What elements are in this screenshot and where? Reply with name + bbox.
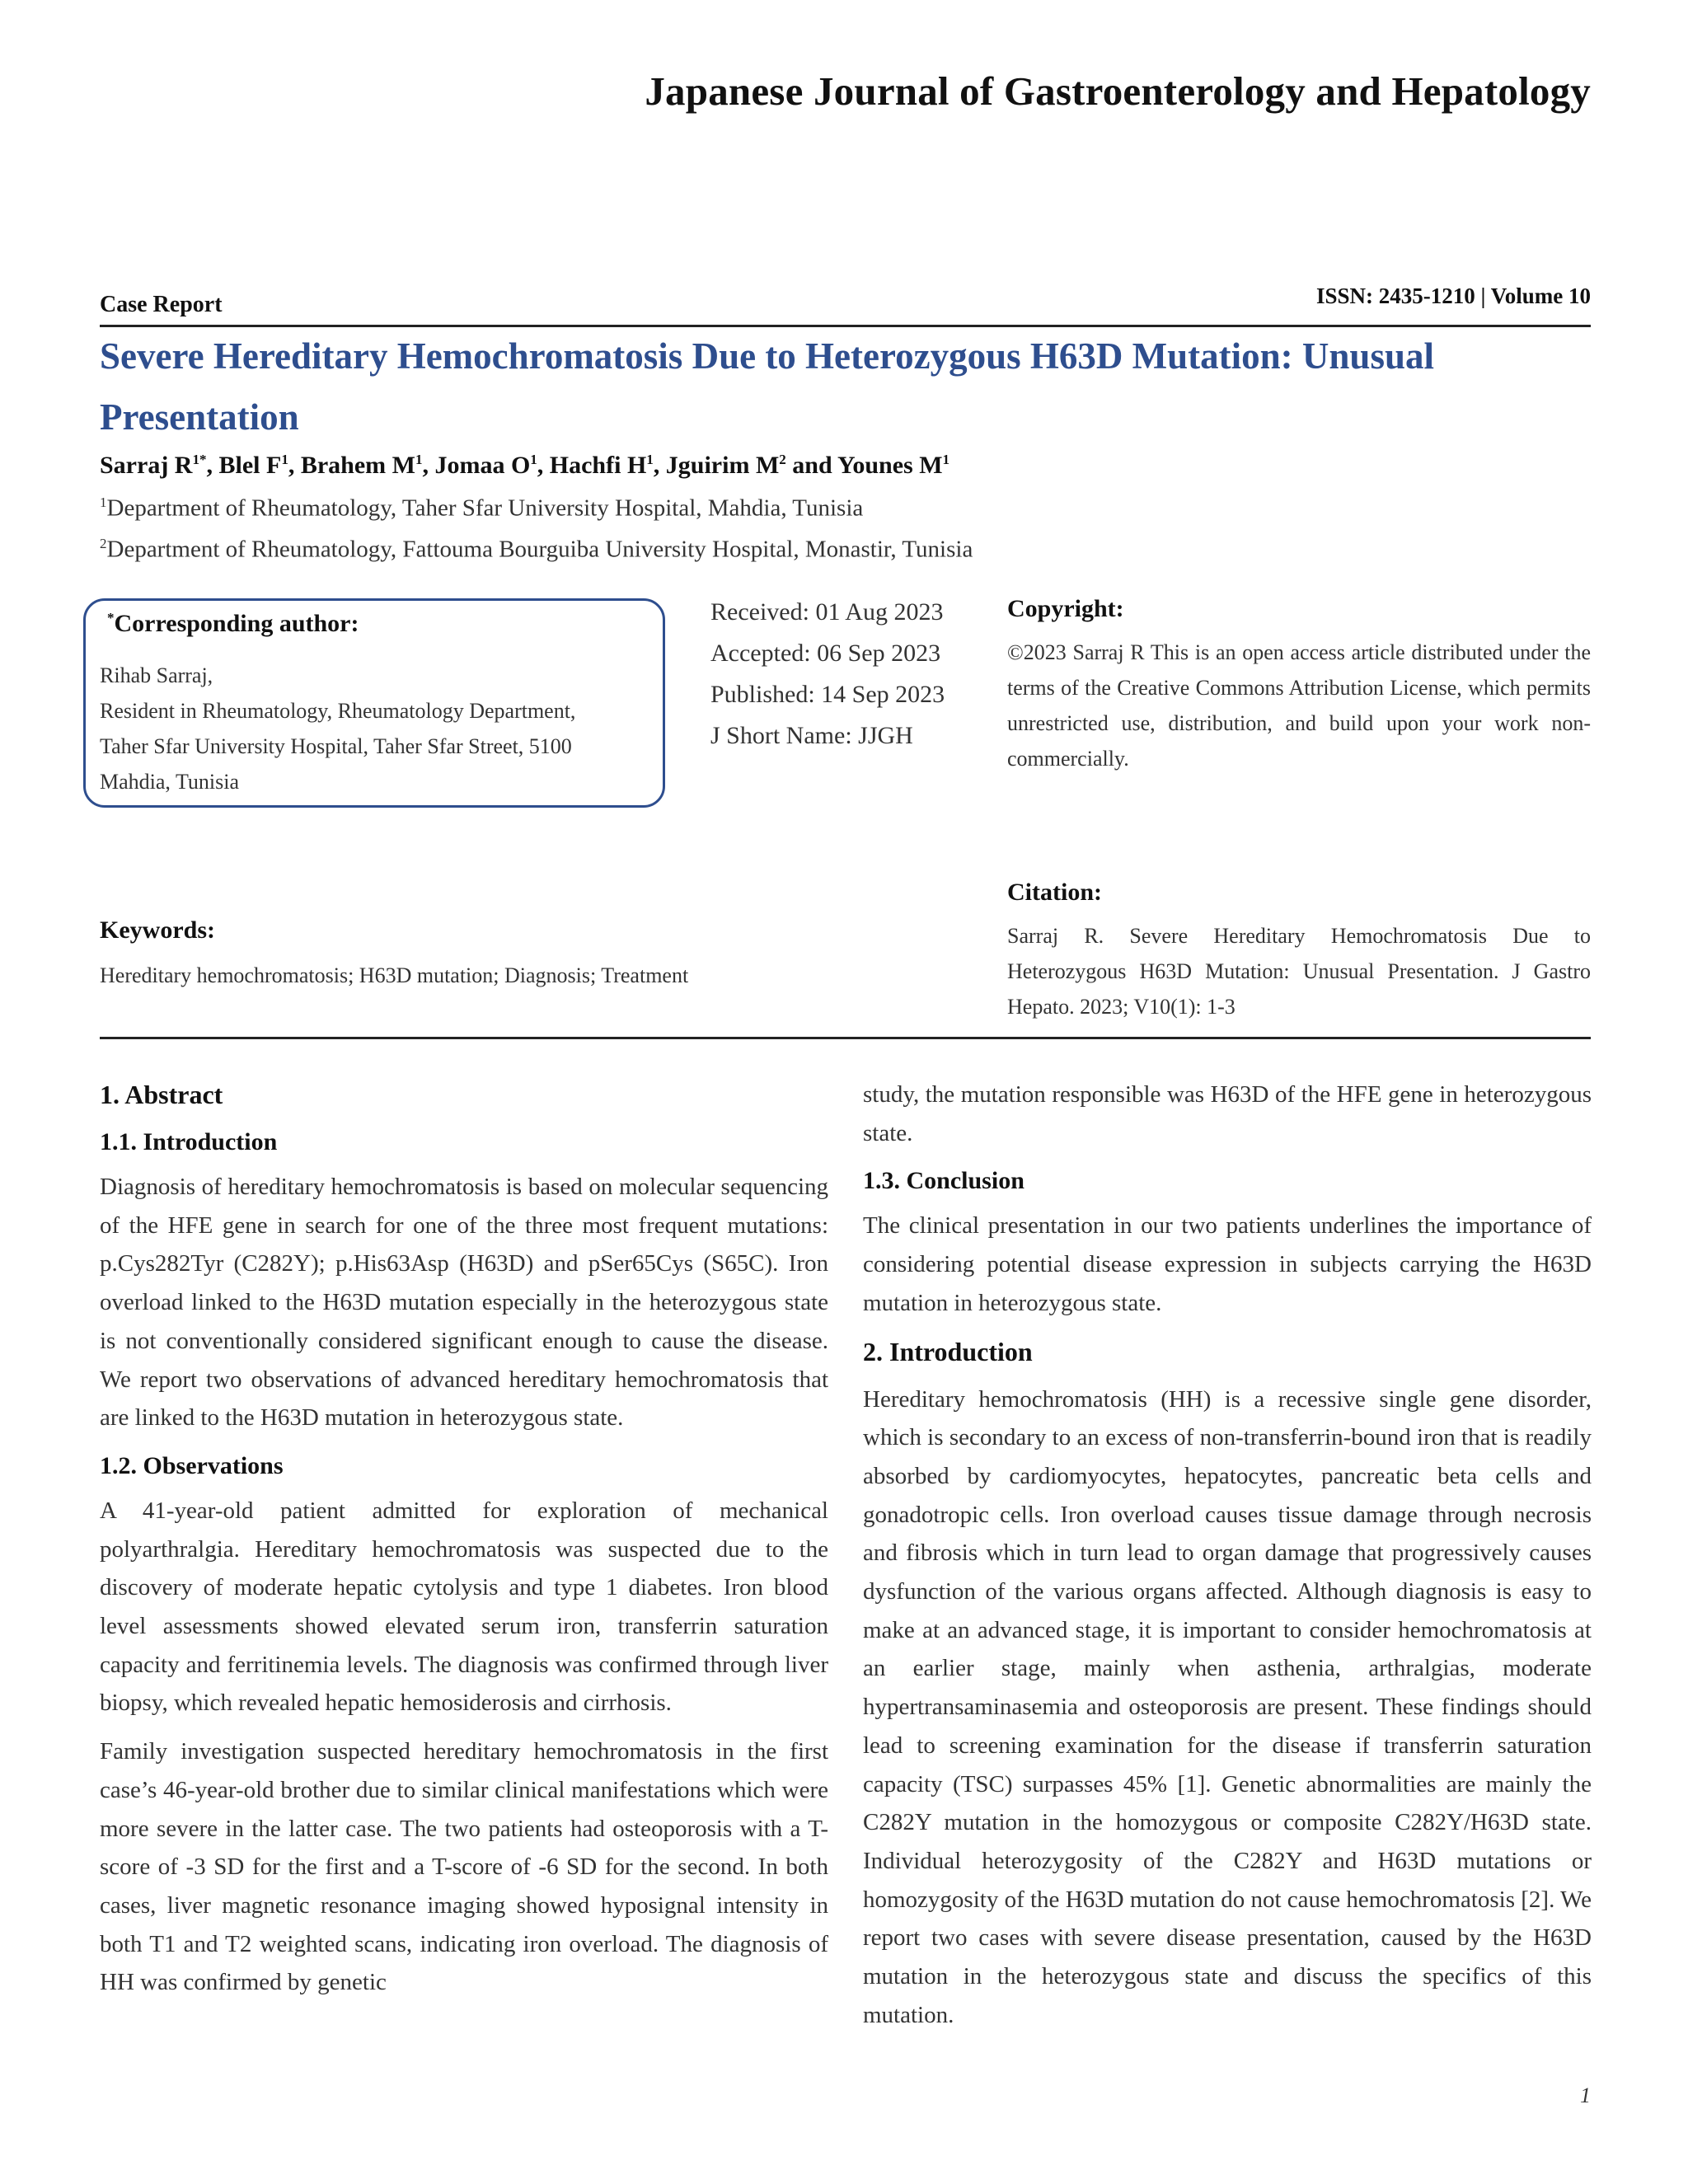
copyright-text: ©2023 Sarraj R This is an open access article distributed under the terms of the Creative Commons Attribution License, which permits unrestricted use, distribution, and build upon your work non-commercially. (1007, 640, 1591, 771)
author-sup: 2 (779, 452, 786, 467)
corresponding-line: Taher Sfar University Hospital, Taher Sfar Street, 5100 (100, 734, 572, 758)
conclusion-text: The clinical presentation in our two patients underlines the importance of considering potential disease expression in subjects carrying the H63D mutation in heterozygous state. (863, 1212, 1592, 1316)
corresponding-line: Mahdia, Tunisia (100, 770, 240, 794)
corresponding-line: Resident in Rheumatology, Rheumatology Department, (100, 699, 576, 723)
section-rule (100, 1037, 1591, 1039)
affiliation-2 (100, 536, 973, 564)
introduction-heading: 2. Introduction (863, 1336, 1033, 1366)
author: Blel F (218, 452, 282, 479)
author-sup: 1 (281, 452, 288, 467)
affiliation-sup: 1 (100, 494, 107, 510)
author-list: Sarraj $R^{1*}$, Blel $F^1$, Brahem $M^1$, Jomaa $O^1$, Hachfi $H^1$, Jguirim $M^2$ and Younes $M^1$ (100, 452, 950, 479)
affiliation-sup: 2 (100, 536, 107, 551)
introduction-text: Hereditary hemochromatosis (HH) is a recessive single gene disorder, which is secondary to an excess of non-transferrin-bound iron that is readily absorbed by cardiomyocytes, hepatocytes, pancreatic beta cells and gonadotropic cells. Iron overload causes tissue damage through necrosis and fibrosis which in turn lead to organ damage that progressively causes dysfunction of the various organs affected. Although diagnosis is easy to make at an advanced stage, it is important to consider hemochromatosis at an earlier stage, mainly when asthenia, arthralgias, moderate hypertransaminasemia and osteoporosis are present. These findings should lead to screening examination for the disease if transferrin saturation capacity (TSC) surpasses 45% [1]. Genetic abnormalities are mainly the C282Y mutation in the homozygous or composite C282Y/H63D state. Individual heterozygosity of the C282Y and H63D mutations or homozygosity of the H63D mutation do not cause hemochromatosis [2]. We report two cases with severe disease presentation, caused by the H63D mutation in the heterozygous state and discuss the specifics of this mutation. (863, 1385, 1592, 2028)
keywords-heading: Keywords: (100, 916, 215, 944)
author-sup: 1 (646, 452, 654, 467)
journal-short-name: J Short Name: JJGH (710, 722, 913, 749)
left-column (100, 1076, 828, 2012)
journal-title: Japanese Journal of Gastroenterology and Hepatology (645, 68, 1591, 114)
corresponding-author-details (100, 658, 660, 799)
corresponding-author-heading: *Corresponding author: (107, 610, 359, 637)
conclusion-heading: 1.3. Conclusion (863, 1167, 1025, 1195)
author: Jguirim M (665, 452, 780, 479)
article-dates (710, 592, 945, 757)
copyright-heading: Copyright: (1007, 595, 1124, 622)
article-title: Severe Hereditary Hemochromatosis Due to Heterozygous H63D Mutation: Unusual Presentation (100, 335, 1434, 438)
right-column (863, 1076, 1592, 2044)
accepted-date: Accepted: 06 Sep 2023 (710, 640, 941, 667)
citation-heading: Citation: (1007, 879, 1102, 906)
author-sup: 1 (415, 452, 423, 467)
issn-volume: ISSN: 2435-1210 | Volume 10 (1316, 284, 1591, 308)
author-sup: 1 (942, 452, 950, 467)
published-date: Published: 14 Sep 2023 (710, 681, 945, 708)
affiliation-text: Department of Rheumatology, Fattouma Bourguiba University Hospital, Monastir, Tunisia (106, 536, 973, 563)
abstract-heading: 1. Abstract (100, 1080, 223, 1109)
observations-paragraph-2: Family investigation suspected hereditary hemochromatosis in the first case’s 46-year-old brother due to similar clinical manifestations which were more severe in the latter case. The two patients had osteoporosis with a T-score of -3 SD for the first and a T-score of -6 SD for the second. In both cases, liver magnetic resonance imaging showed hyposignal intensity in both T1 and T2 weighted scans, indicating iron overload. The diagnosis of HH was confirmed by genetic (100, 1738, 828, 1996)
author-sup: 1 (530, 452, 537, 467)
author: Younes M (837, 452, 943, 479)
author-sup: 1* (192, 452, 207, 467)
meta-row (100, 282, 1591, 320)
author: Hachfi H (549, 452, 647, 479)
abstract-introduction-heading: 1.1. Introduction (100, 1128, 278, 1155)
author: Brahem M (300, 452, 415, 479)
keywords-text: Hereditary hemochromatosis; H63D mutation; Diagnosis; Treatment (100, 963, 689, 987)
page-number: 1 (1580, 2083, 1591, 2107)
citation-text: Sarraj R. Severe Hereditary Hemochromatosis Due to Heterozygous H63D Mutation: Unusual Presentation. J Gastro Hepato. 2023; V10(1): 1-3 (1007, 924, 1591, 1019)
observations-paragraph-1: A 41-year-old patient admitted for exploration of mechanical polyarthralgia. Hereditary hemochromatosis was suspected due to the discovery of moderate hepatic cytolysis and type 1 diabetes. Iron blood level assessments showed elevated serum iron, transferrin saturation capacity and ferritinemia levels. The diagnosis was confirmed through liver biopsy, which revealed hepatic hemosiderosis and cirrhosis. (100, 1497, 828, 1717)
author: Sarraj R (100, 452, 193, 479)
author: Jomaa O (434, 452, 531, 479)
observations-paragraph-2-continued: study, the mutation responsible was H63D of the HFE gene in heterozygous state. (863, 1081, 1592, 1146)
corresponding-line: Rihab Sarraj, (100, 663, 213, 687)
observations-heading: 1.2. Observations (100, 1451, 284, 1479)
received-date: Received: 01 Aug 2023 (710, 598, 944, 626)
affiliation-text: Department of Rheumatology, Taher Sfar University Hospital, Mahdia, Tunisia (106, 494, 864, 522)
affiliation-1 (100, 494, 863, 523)
abstract-introduction-text: Diagnosis of hereditary hemochromatosis is based on molecular sequencing of the HFE gene in search for one of the three most frequent mutations: p.Cys282Tyr (C282Y); p.His63Asp (H63D) and pSer65Cys (S65C). Iron overload linked to the H63D mutation especially in the heterozygous state is not conventionally considered significant enough to cause the disease. We report two observations of advanced hereditary hemochromatosis that are linked to the H63D mutation in heterozygous state. (100, 1174, 828, 1432)
article-type: Case Report (100, 292, 223, 317)
